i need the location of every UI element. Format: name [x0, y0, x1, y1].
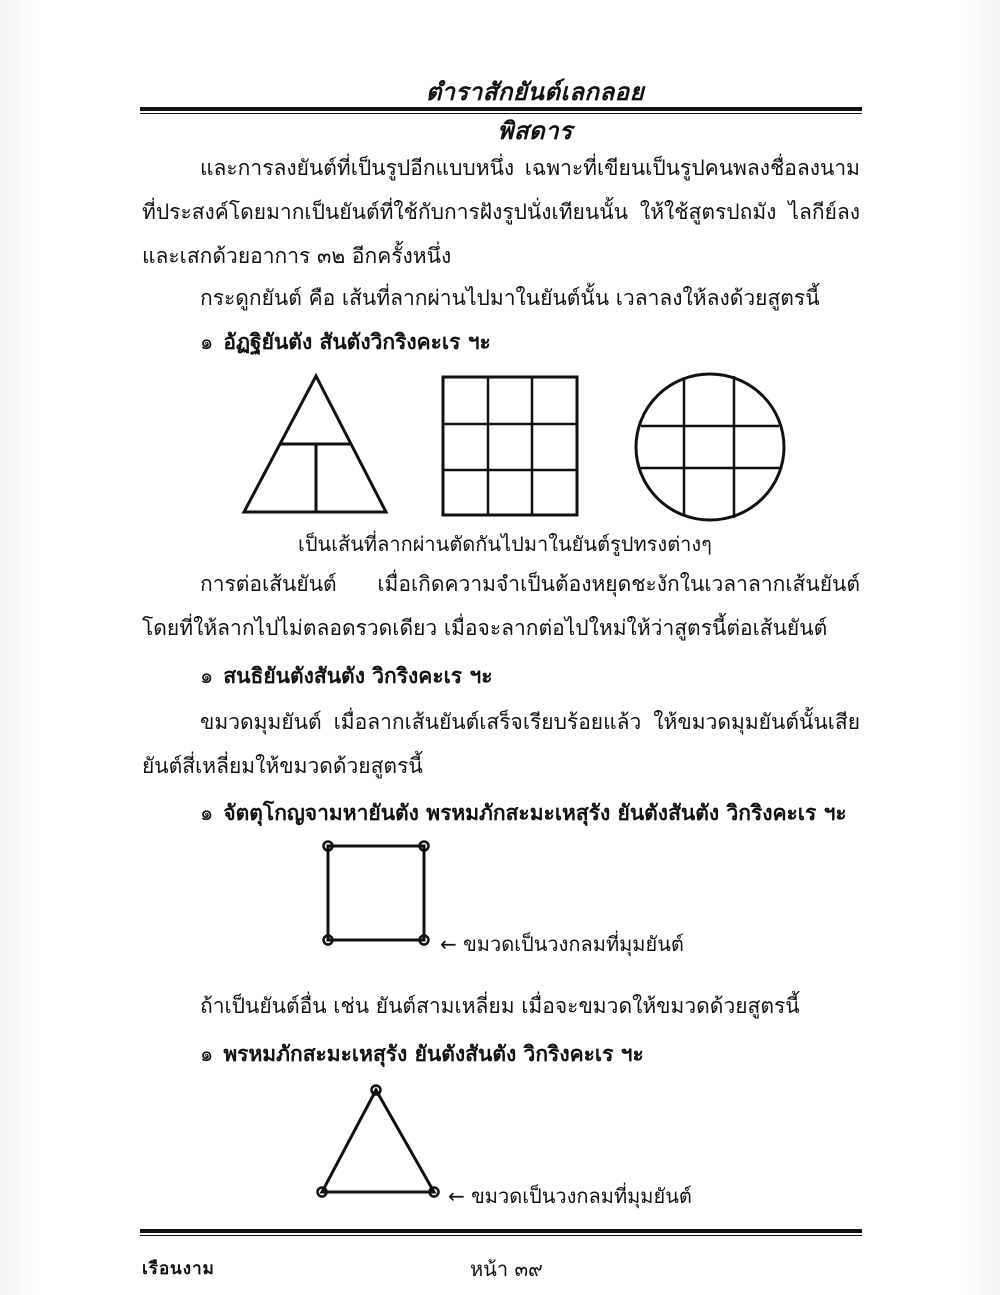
grid-square-yantra-figure	[440, 374, 580, 518]
header-rule-thin	[140, 113, 862, 114]
paragraph-3	[142, 562, 860, 650]
footer-rule	[140, 1229, 862, 1233]
mantra-4	[200, 1038, 644, 1071]
header-rule	[140, 107, 862, 111]
square-corner-caption: ← ขมวดเป็นวงกลมที่มุมยันต์	[440, 932, 684, 956]
paragraph-4-text: ขมวดมุมยันต์ เมื่อลากเส้นยันต์เสร็จเรียบร้อยแล้ว ให้ขมวดมุมยันต์นั้นเสีย ยันต์สี่เหลี่ยมให้ขมวดด้วยสูตรนี้	[142, 710, 860, 778]
triangle-corner-caption: ← ขมวดเป็นวงกลมที่มุมยันต์	[448, 1184, 692, 1208]
publisher-logo: เรือนงาม	[142, 1259, 215, 1279]
paragraph-4	[142, 700, 860, 788]
mantra-4-text: พรหมภักสะมะเหสุรัง ยันตังสันตัง วิกริงคะเร ฯะ	[223, 1042, 644, 1066]
paragraph-2: กระดูกยันต์ คือ เส้นที่ลากผ่านไปมาในยันต์นั้น เวลาลงให้ลงด้วยสูตรนี้	[200, 286, 820, 310]
page-number: หน้า ๓๙	[470, 1257, 543, 1281]
square-outline	[328, 846, 424, 940]
mantra-bullet: ๑	[200, 1042, 214, 1066]
figures-caption: เป็นเส้นที่ลากผ่านตัดกันไปมาในยันต์รูปทรงต่างๆ	[298, 532, 712, 556]
page-header-title: ตำราสักยันต์เลกลอยพิสดาร	[425, 77, 645, 145]
footer-rule-thin	[140, 1235, 862, 1236]
grid-circle-yantra-figure	[632, 370, 788, 524]
mantra-3	[200, 797, 847, 830]
mantra-1-text: อัฏฐิยันตัง สันตังวิกริงคะเร ฯะ	[223, 330, 491, 354]
paragraph-1-text: และการลงยันต์ที่เป็นรูปอีกแบบหนึ่ง เฉพาะที่เขียนเป็นรูปคนพลงชื่อลงนาม ที่ประสงค์โดยมากเป็นยันต์ที่ใช้กับการฝังรูปนั่งเทียนนั้น ให้ใช้สูตรปถมัง ไลกีย์ลง และเสกด้วยอาการ ๓๒ อีกครั้งหนึ่ง	[142, 156, 860, 268]
paragraph-3-text: การต่อเส้นยันต์ เมื่อเกิดความจำเป็นต้องหยุดชะงักในเวลาลากเส้นยันต์ โดยที่ให้ลากไปไม่ตลอดรวดเดียว เมื่อจะลากต่อไปใหม่ให้ว่าสูตรนี้ต่อเส้นยันต์	[142, 572, 860, 640]
mantra-bullet: ๑	[200, 330, 214, 354]
mantra-1	[200, 326, 491, 359]
mantra-bullet: ๑	[200, 664, 214, 688]
triangle-corner-loop-figure	[310, 1078, 450, 1202]
mantra-2-text: สนธิยันตังสันตัง วิกริงคะเร ฯะ	[223, 664, 493, 688]
paragraph-1	[142, 146, 860, 278]
grid-circle-outline	[636, 374, 784, 520]
grid-square-outline	[443, 377, 577, 515]
mantra-bullet: ๑	[200, 801, 214, 825]
paragraph-5: ถ้าเป็นยันต์อื่น เช่น ยันต์สามเหลี่ยม เมื่อจะขมวดให้ขมวดด้วยสูตรนี้	[200, 994, 800, 1018]
triangle-loop-outline	[322, 1090, 434, 1192]
mantra-3-text: จัตตุโกญจามหายันตัง พรหมภักสะมะเหสุรัง ยันตังสันตัง วิกริงคะเร ฯะ	[223, 801, 847, 825]
square-corner-loop-figure	[318, 836, 438, 948]
mantra-2	[200, 660, 492, 693]
triangle-yantra-figure	[240, 372, 390, 517]
